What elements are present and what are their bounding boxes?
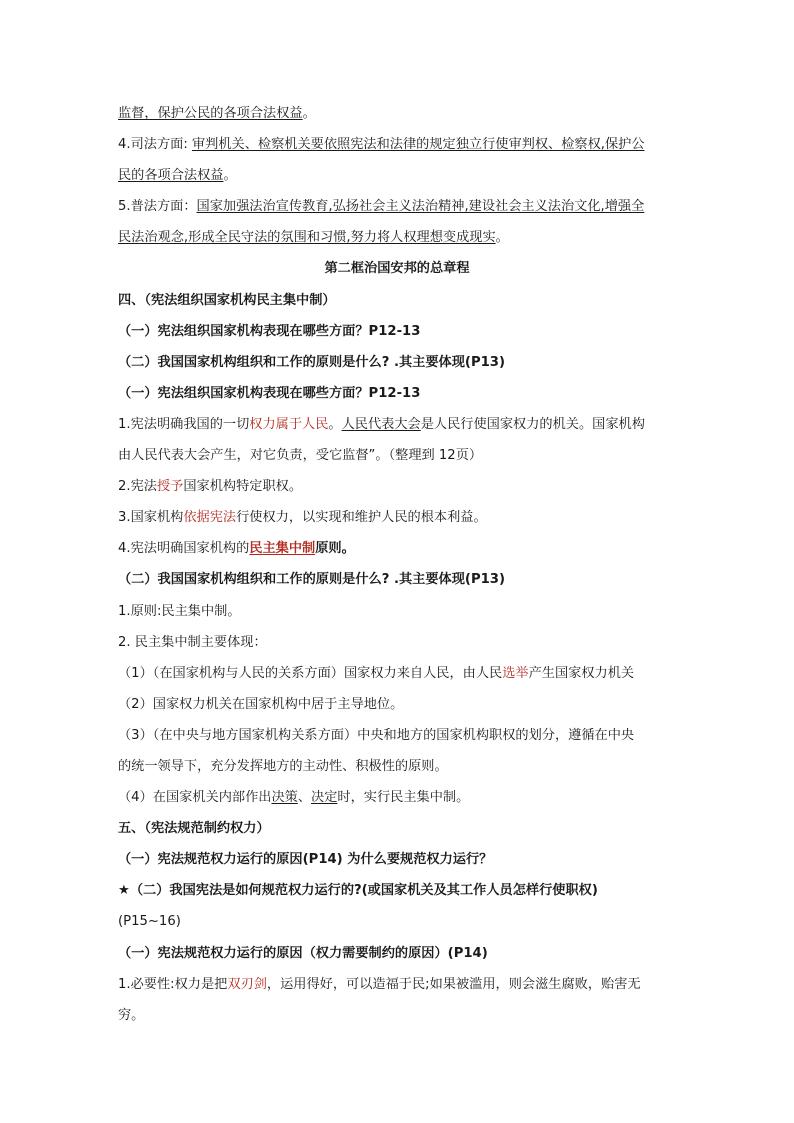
underlined-text: 人民代表大会 (341, 416, 421, 432)
text-line (118, 782, 676, 813)
text-line: （3）（在中央与地方国家机构关系方面）中央和地方的国家机构职权的划分，遵循在中央 (118, 727, 635, 743)
text-line: 穷。 (118, 1007, 145, 1023)
text-line (118, 129, 676, 160)
text-fragment: （1）（在国家机构与人民的关系方面）国家权力来自人民，由人民 (118, 665, 503, 681)
emphasis-text: 依据宪法 (183, 510, 237, 526)
text-fragment: 。 (302, 106, 316, 121)
emphasis-text: 权力属于人民 (249, 416, 329, 432)
text-line (118, 191, 676, 222)
text-line (118, 502, 676, 533)
text-fragment: （4）在国家机关内部作出 (118, 790, 272, 806)
text-fragment: 2.宪法 (118, 479, 157, 495)
text-line (118, 658, 676, 689)
text-fragment: 、 (297, 790, 312, 806)
text-fragment: 1.宪法明确我国的一切 (118, 416, 250, 432)
text-fragment: ，运用得好，可以造福于民;如果被滥用，则会滋生腐败，贻害无 (266, 976, 641, 992)
text-fragment: 原则。 (315, 541, 355, 557)
text-fragment: 。 (328, 416, 342, 432)
text-line (118, 160, 676, 191)
question-heading: （一）宪法规范权力运行的原因(P14) 为什么要规范权力运行？ (118, 852, 493, 868)
text-fragment: 是人民行使国家权力的机关。国家机构 (420, 416, 645, 432)
emphasis-text: 双刃剑 (227, 976, 267, 992)
underlined-text: 审判机关、检察机关要依照宪法和法律的规定独立行使审判权、检察权,保护公 (191, 137, 645, 153)
text-fragment: 4.司法方面: (118, 137, 192, 153)
text-line: 2. 民主集中制主要体现： (118, 634, 267, 650)
text-fragment: 5.普法方面： (118, 199, 197, 215)
section-title: 第二框治国安邦的总章程 (324, 261, 470, 277)
key-term: 民主集中制 (249, 541, 316, 557)
text-line (118, 969, 676, 1000)
text-line: 的统一领导下，充分发挥地方的主动性、积极性的原则。 (118, 758, 448, 774)
text-line (118, 471, 676, 502)
underlined-text: 国家加强法治宣传教育,弘扬社会主义法治精神,建设社会主义法治文化,增强全 (196, 199, 645, 215)
text-fragment: 行使权力，以实现和维护人民的根本利益。 (236, 510, 487, 526)
text-fragment: 。 (495, 230, 509, 246)
underlined-text: 决策 (271, 790, 298, 806)
text-line: 1.原则:民主集中制。 (118, 603, 241, 619)
underlined-text: 民的各项合法权益 (118, 168, 224, 184)
text-fragment: 国家机构特定职权。 (183, 479, 303, 495)
text-fragment: 。 (223, 168, 237, 184)
text-line (118, 533, 676, 564)
text-fragment: 4.宪法明确国家机构的 (118, 541, 250, 557)
question-heading: （一）宪法规范权力运行的原因（权力需要制约的原因）(P14) (118, 945, 488, 961)
emphasis-text: 选举 (502, 665, 529, 681)
heading-four: 四、（宪法组织国家机构民主集中制） (118, 292, 336, 308)
text-fragment: 1.必要性:权力是把 (118, 976, 228, 992)
heading-five: 五、（宪法规范制约权力） (118, 821, 270, 837)
text-line: 由人民代表大会产生，对它负责，受它监督”。（整理到 12页） (118, 448, 483, 464)
text-fragment: 产生国家权力机关 (528, 665, 635, 681)
underlined-text: 民法治观念,形成全民守法的氛围和习惯,努力将人权理想变成现实 (118, 230, 496, 246)
question-heading: （二）我国国家机构组织和工作的原则是什么? .其主要体现(P13) (118, 572, 506, 588)
question-heading: （一）宪法组织国家机构表现在哪些方面？P12-13 (118, 385, 421, 401)
text-line (118, 409, 676, 440)
text-fragment: 时，实行民主集中制。 (337, 790, 470, 806)
text-fragment: 3.国家机构 (118, 510, 184, 526)
question-heading: （一）宪法组织国家机构表现在哪些方面？P12-13 (118, 323, 421, 339)
document-page (118, 98, 676, 1031)
starred-question-heading: ★（二）我国宪法是如何规范权力运行的?(或国家机关及其工作人员怎样行使职权) (118, 883, 598, 899)
text-line (118, 98, 676, 129)
underlined-text: 决定 (311, 790, 338, 806)
text-line: （2）国家权力机关在国家机构中居于主导地位。 (118, 696, 404, 712)
text-line (118, 222, 676, 253)
emphasis-text: 授予 (156, 479, 184, 495)
page-reference: (P15~16) (118, 914, 181, 930)
question-heading: （二）我国国家机构组织和工作的原则是什么? .其主要体现(P13) (118, 354, 506, 370)
underlined-text: 监督，保护公民的各项合法权益 (118, 106, 303, 121)
